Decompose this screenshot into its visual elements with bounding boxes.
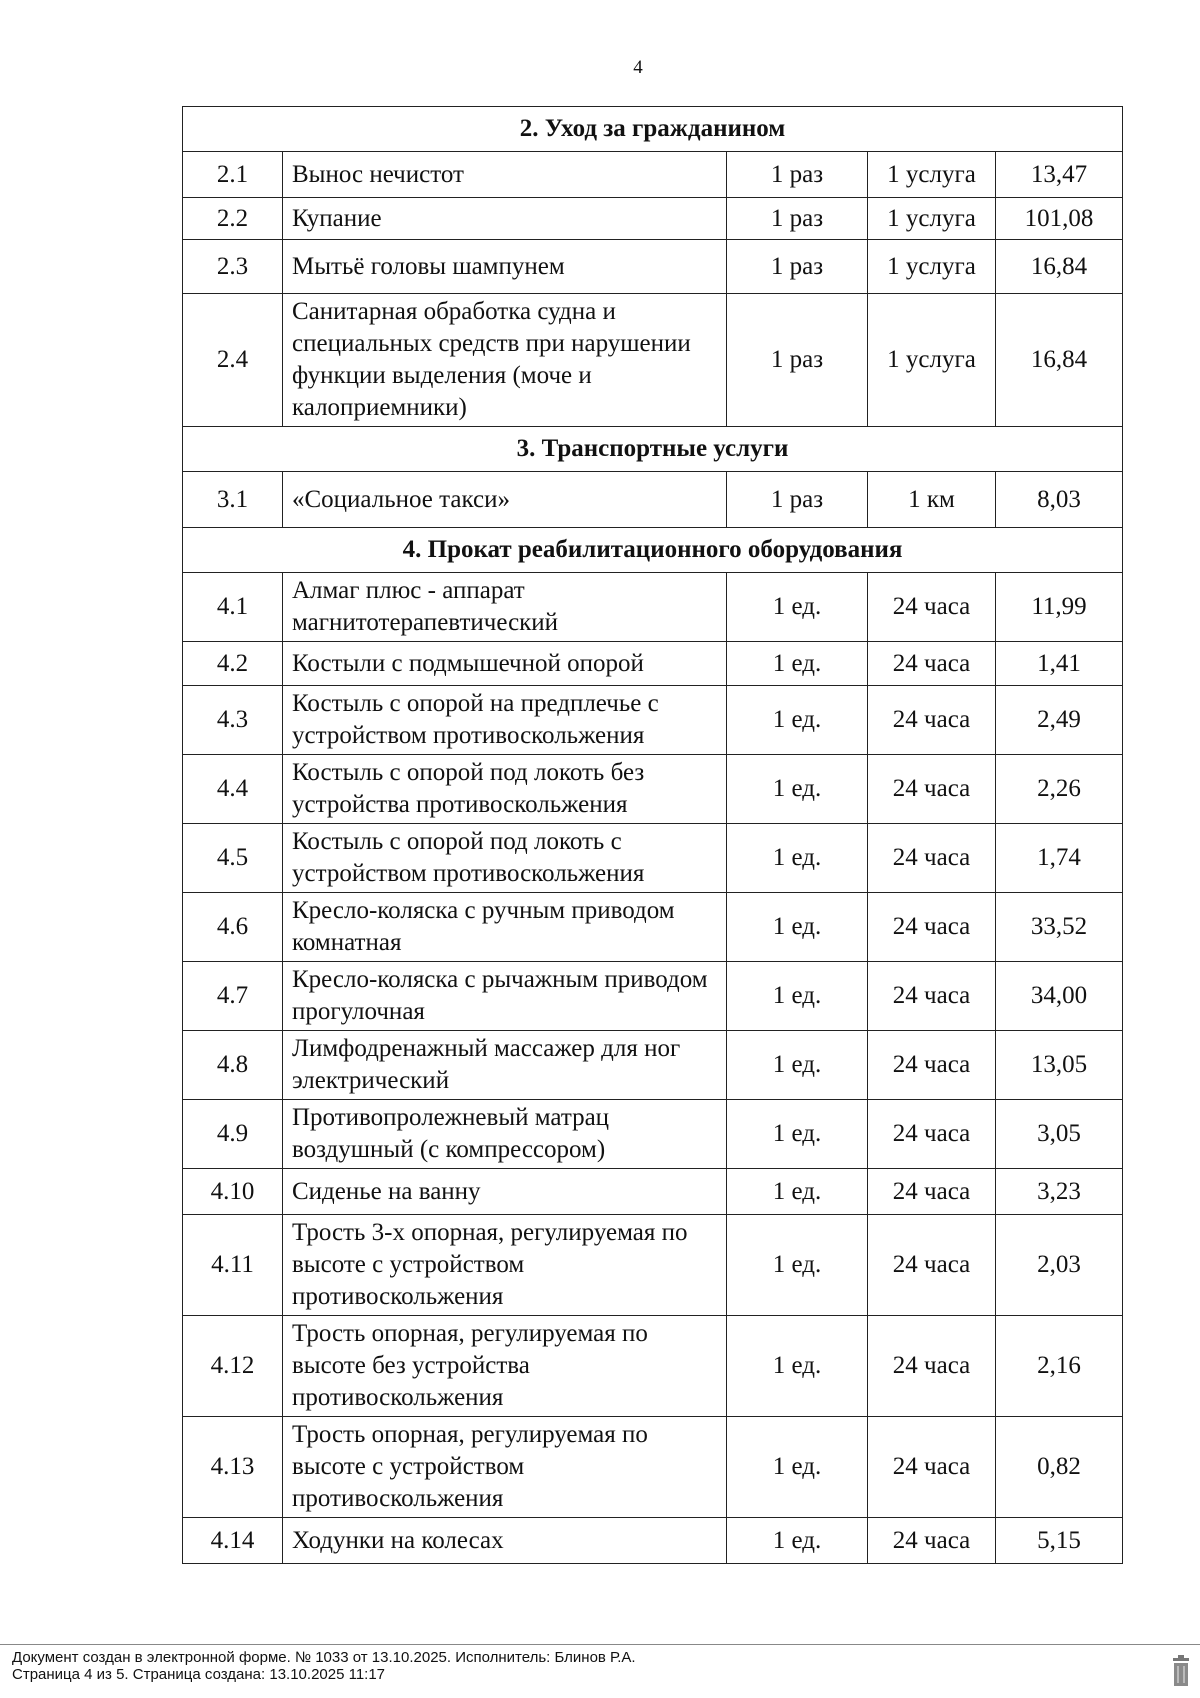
price: 13,05 <box>996 1031 1123 1100</box>
row-number: 2.3 <box>183 240 283 294</box>
service-name: Вынос нечистот <box>283 152 727 198</box>
price: 2,26 <box>996 755 1123 824</box>
service-name: Костыли с подмышечной опорой <box>283 642 727 686</box>
unit-quantity: 1 ед. <box>727 1215 868 1316</box>
unit-quantity: 1 ед. <box>727 893 868 962</box>
row-number: 4.4 <box>183 755 283 824</box>
unit-quantity: 1 раз <box>727 294 868 427</box>
price: 0,82 <box>996 1417 1123 1518</box>
service-name: Сиденье на ванну <box>283 1169 727 1215</box>
table-row <box>183 1169 1123 1215</box>
unit-quantity: 1 ед. <box>727 642 868 686</box>
footer-line-page-info: Страница 4 из 5. Страница создана: 13.10.2025 11:17 <box>12 1666 386 1683</box>
unit-measure: 1 услуга <box>868 294 996 427</box>
tariff-table-body <box>183 107 1123 1564</box>
row-number: 4.14 <box>183 1518 283 1564</box>
unit-measure: 24 часа <box>868 1169 996 1215</box>
service-name: Костыль с опорой под локоть с устройством противоскольжения <box>283 824 727 893</box>
service-name: Трость опорная, регулируемая по высоте без устройства противоскольжения <box>283 1316 727 1417</box>
unit-measure: 24 часа <box>868 962 996 1031</box>
row-number: 4.7 <box>183 962 283 1031</box>
table-row <box>183 1031 1123 1100</box>
table-row <box>183 642 1123 686</box>
price: 2,16 <box>996 1316 1123 1417</box>
unit-quantity: 1 ед. <box>727 824 868 893</box>
service-name: Ходунки на колесах <box>283 1518 727 1564</box>
unit-measure: 1 услуга <box>868 240 996 294</box>
service-name: Купание <box>283 198 727 240</box>
section-header-row <box>183 107 1123 152</box>
unit-quantity: 1 раз <box>727 152 868 198</box>
section-title: 4. Прокат реабилитационного оборудования <box>183 528 1123 573</box>
unit-quantity: 1 раз <box>727 240 868 294</box>
row-number: 2.1 <box>183 152 283 198</box>
unit-measure: 24 часа <box>868 573 996 642</box>
row-number: 4.9 <box>183 1100 283 1169</box>
price: 1,74 <box>996 824 1123 893</box>
price: 16,84 <box>996 294 1123 427</box>
footer-divider <box>0 1644 1200 1645</box>
table-row <box>183 294 1123 427</box>
row-number: 4.8 <box>183 1031 283 1100</box>
unit-measure: 24 часа <box>868 1100 996 1169</box>
unit-measure: 1 км <box>868 472 996 528</box>
row-number: 4.1 <box>183 573 283 642</box>
unit-quantity: 1 ед. <box>727 755 868 824</box>
service-name: Мытьё головы шампунем <box>283 240 727 294</box>
unit-measure: 24 часа <box>868 642 996 686</box>
price: 33,52 <box>996 893 1123 962</box>
table-row <box>183 893 1123 962</box>
section-title: 2. Уход за гражданином <box>183 107 1123 152</box>
table-row <box>183 152 1123 198</box>
unit-quantity: 1 ед. <box>727 1100 868 1169</box>
section-title: 3. Транспортные услуги <box>183 427 1123 472</box>
unit-quantity: 1 ед. <box>727 1169 868 1215</box>
service-name: Санитарная обработка судна и специальных средств при нарушении функции выделения (моче и калоприемники) <box>283 294 727 427</box>
service-name: «Социальное такси» <box>283 472 727 528</box>
unit-quantity: 1 ед. <box>727 1031 868 1100</box>
unit-measure: 24 часа <box>868 1417 996 1518</box>
row-number: 4.13 <box>183 1417 283 1518</box>
service-name: Противопролежневый матрац воздушный (с компрессором) <box>283 1100 727 1169</box>
table-row <box>183 1100 1123 1169</box>
unit-measure: 24 часа <box>868 1215 996 1316</box>
page-number: 4 <box>633 57 643 78</box>
service-name: Трость опорная, регулируемая по высоте с устройством противоскольжения <box>283 1417 727 1518</box>
unit-quantity: 1 ед. <box>727 962 868 1031</box>
row-number: 4.10 <box>183 1169 283 1215</box>
price: 13,47 <box>996 152 1123 198</box>
unit-quantity: 1 ед. <box>727 686 868 755</box>
unit-quantity: 1 раз <box>727 472 868 528</box>
price: 3,05 <box>996 1100 1123 1169</box>
service-name: Трость 3-х опорная, регулируемая по высоте с устройством противоскольжения <box>283 1215 727 1316</box>
trash-icon[interactable] <box>1171 1655 1191 1687</box>
service-name: Кресло-коляска с рычажным приводом прогулочная <box>283 962 727 1031</box>
price: 3,23 <box>996 1169 1123 1215</box>
table-row <box>183 1215 1123 1316</box>
price: 5,15 <box>996 1518 1123 1564</box>
price: 1,41 <box>996 642 1123 686</box>
price: 34,00 <box>996 962 1123 1031</box>
table-row <box>183 573 1123 642</box>
row-number: 3.1 <box>183 472 283 528</box>
unit-measure: 24 часа <box>868 1518 996 1564</box>
service-name: Лимфодренажный массажер для ног электрический <box>283 1031 727 1100</box>
footer-line-document-info: Документ создан в электронной форме. № 1033 от 13.10.2025. Исполнитель: Блинов Р.А. <box>12 1649 636 1666</box>
row-number: 4.6 <box>183 893 283 962</box>
table-row <box>183 1316 1123 1417</box>
row-number: 2.4 <box>183 294 283 427</box>
unit-measure: 24 часа <box>868 1031 996 1100</box>
service-name: Костыль с опорой на предплечье с устройством противоскольжения <box>283 686 727 755</box>
tariff-table <box>182 106 1123 1564</box>
price: 2,49 <box>996 686 1123 755</box>
table-row <box>183 240 1123 294</box>
table-row <box>183 472 1123 528</box>
unit-quantity: 1 ед. <box>727 1316 868 1417</box>
row-number: 4.3 <box>183 686 283 755</box>
unit-measure: 24 часа <box>868 1316 996 1417</box>
price: 11,99 <box>996 573 1123 642</box>
section-header-row <box>183 427 1123 472</box>
table-row <box>183 686 1123 755</box>
unit-measure: 1 услуга <box>868 152 996 198</box>
table-row <box>183 1518 1123 1564</box>
row-number: 4.2 <box>183 642 283 686</box>
unit-measure: 1 услуга <box>868 198 996 240</box>
table-row <box>183 198 1123 240</box>
table-row <box>183 824 1123 893</box>
service-name: Костыль с опорой под локоть без устройства противоскольжения <box>283 755 727 824</box>
unit-quantity: 1 ед. <box>727 1518 868 1564</box>
document-footer <box>12 1649 636 1683</box>
price: 101,08 <box>996 198 1123 240</box>
unit-quantity: 1 раз <box>727 198 868 240</box>
unit-measure: 24 часа <box>868 893 996 962</box>
service-name: Кресло-коляска с ручным приводом комнатная <box>283 893 727 962</box>
price: 16,84 <box>996 240 1123 294</box>
table-row <box>183 1417 1123 1518</box>
table-row <box>183 755 1123 824</box>
table-row <box>183 962 1123 1031</box>
row-number: 4.5 <box>183 824 283 893</box>
row-number: 4.12 <box>183 1316 283 1417</box>
unit-quantity: 1 ед. <box>727 573 868 642</box>
price: 8,03 <box>996 472 1123 528</box>
price: 2,03 <box>996 1215 1123 1316</box>
unit-measure: 24 часа <box>868 824 996 893</box>
unit-measure: 24 часа <box>868 686 996 755</box>
row-number: 4.11 <box>183 1215 283 1316</box>
unit-measure: 24 часа <box>868 755 996 824</box>
unit-quantity: 1 ед. <box>727 1417 868 1518</box>
section-header-row <box>183 528 1123 573</box>
row-number: 2.2 <box>183 198 283 240</box>
service-name: Алмаг плюс - аппарат магнитотерапевтический <box>283 573 727 642</box>
